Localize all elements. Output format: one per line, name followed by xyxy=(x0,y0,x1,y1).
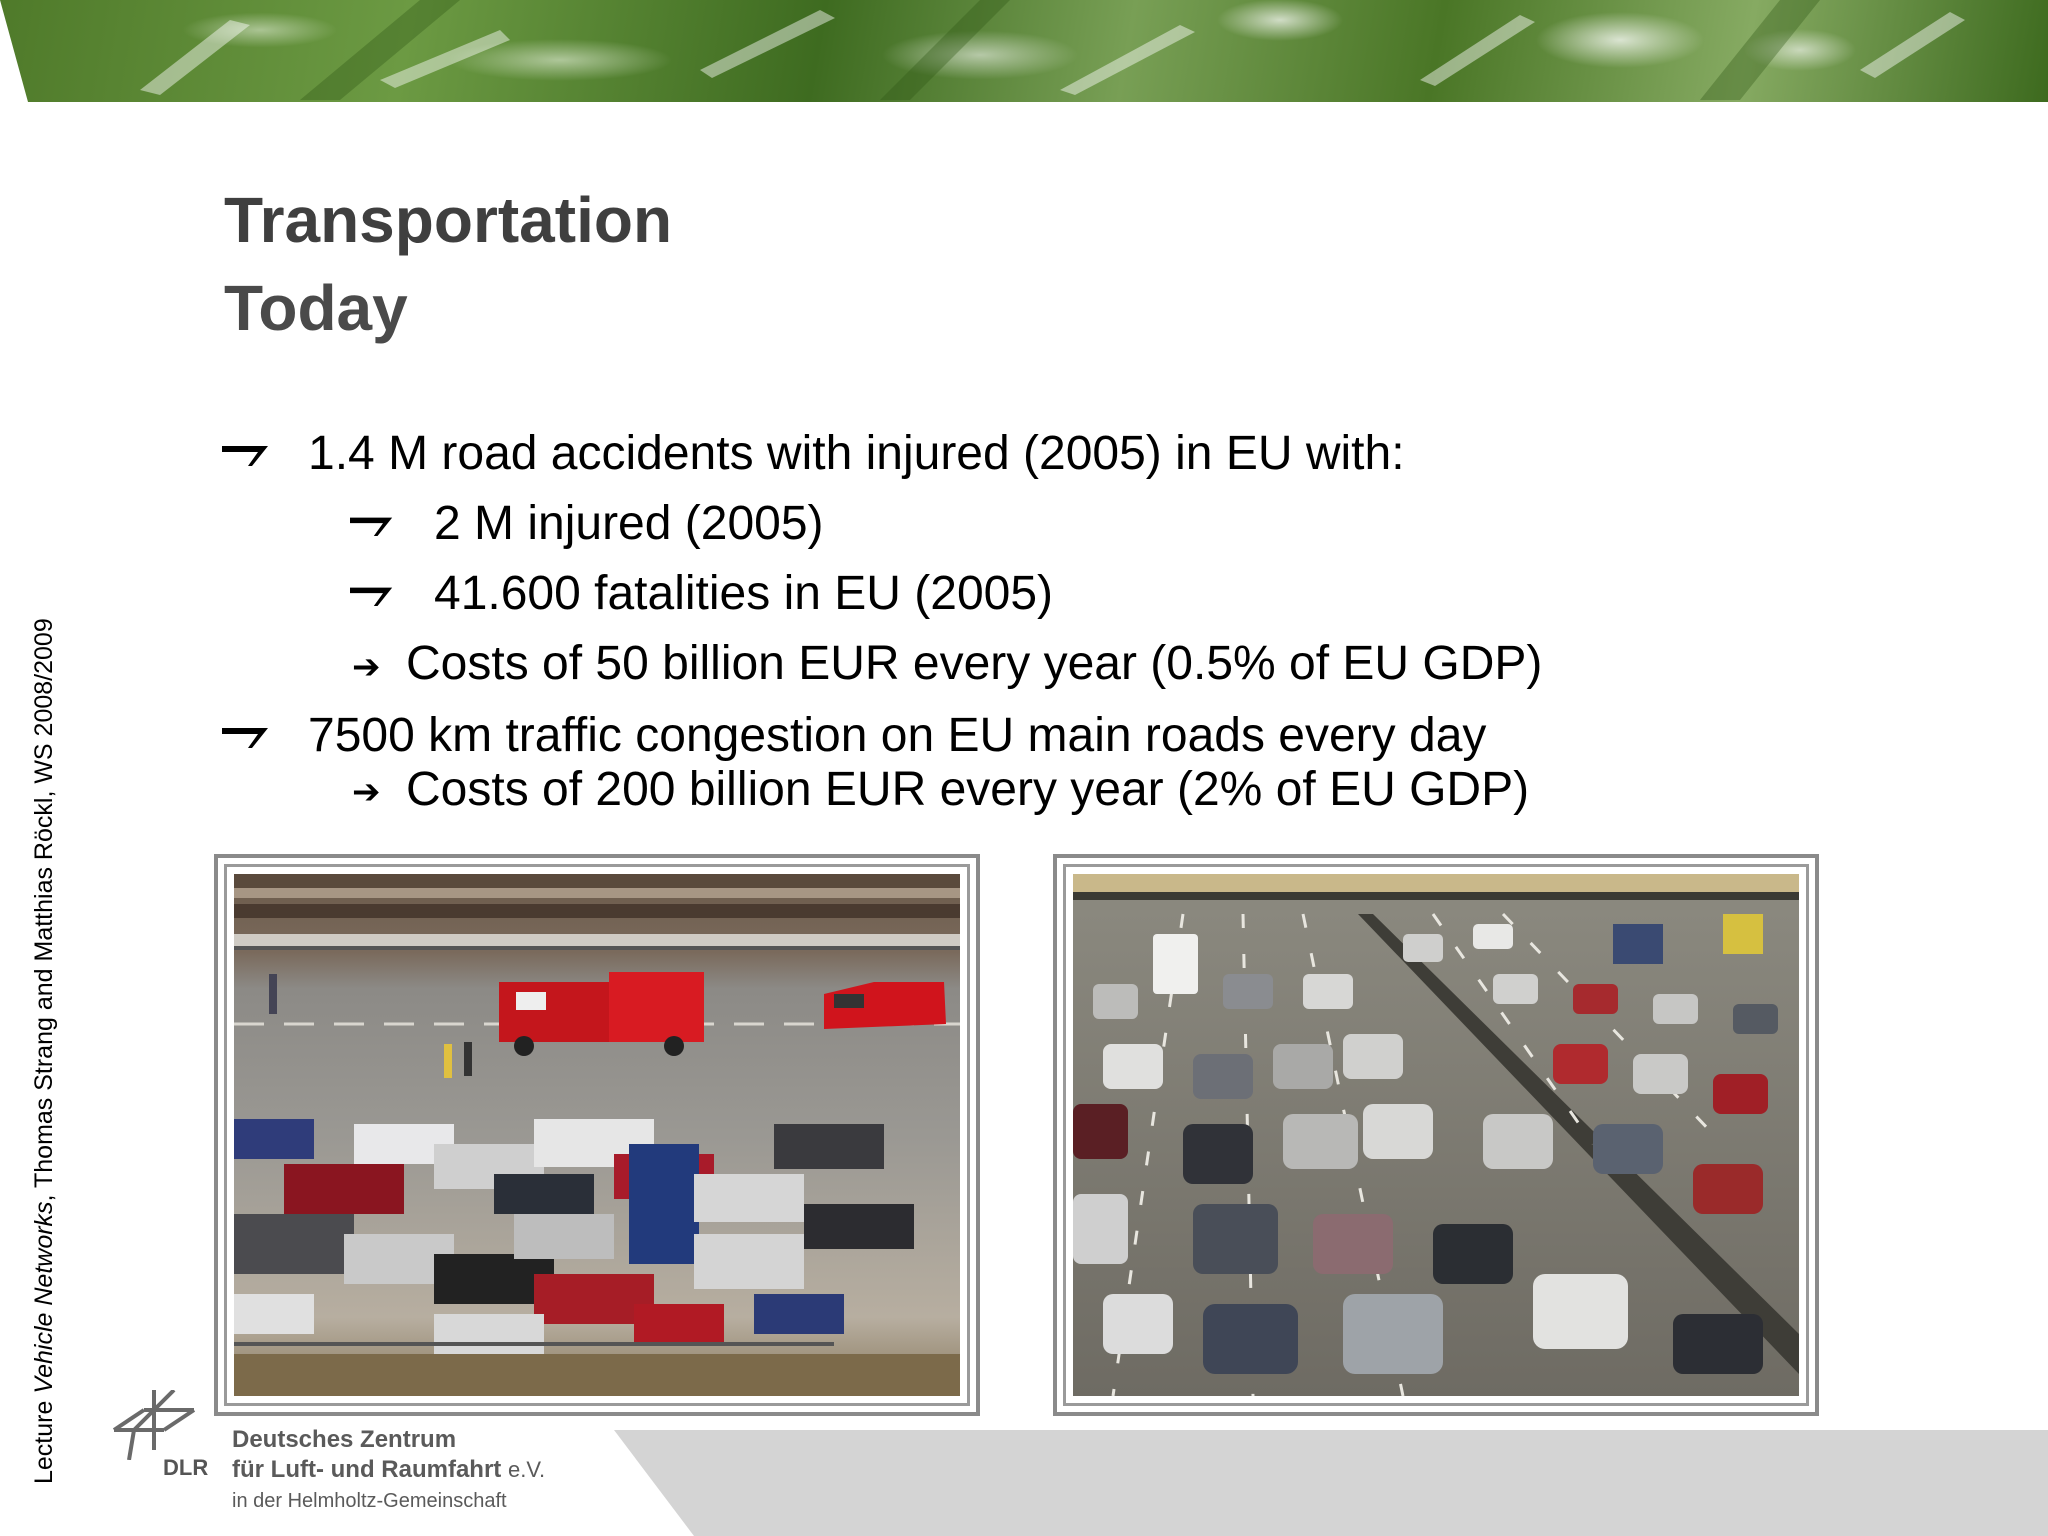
slide-subtitle: Today xyxy=(224,272,408,344)
bullet-arrow-icon xyxy=(222,440,270,468)
dlr-logo-text: DLR xyxy=(163,1455,209,1480)
photo-pileup xyxy=(214,854,980,1416)
org-name-line2: für Luft- und Raumfahrt e.V. xyxy=(232,1456,546,1483)
sub-bullet-arrow-icon xyxy=(350,512,394,538)
dlr-logo-icon xyxy=(104,1390,214,1460)
pileup-image xyxy=(234,874,960,1396)
org-name-line1: Deutsches Zentrum xyxy=(232,1426,457,1453)
bullet-arrow-icon xyxy=(222,722,270,750)
footer-band xyxy=(614,1430,2048,1536)
result-arrow-icon: ➔ xyxy=(352,772,381,812)
traffic-image xyxy=(1073,874,1799,1396)
slide-title: Transportation xyxy=(224,184,673,256)
org-affiliation: in der Helmholtz-Gemeinschaft xyxy=(232,1490,507,1512)
bullet-accidents: 1.4 M road accidents with injured (2005) in EU with: xyxy=(308,427,1405,480)
cost-accidents: Costs of 50 billion EUR every year (0.5% of EU GDP) xyxy=(406,637,1543,690)
sub-bullet-injured: 2 M injured (2005) xyxy=(434,497,824,550)
sub-bullet-fatalities: 41.600 fatalities in EU (2005) xyxy=(434,567,1054,620)
bullet-congestion: 7500 km traffic congestion on EU main roads every day xyxy=(308,709,1487,762)
banner-streaks xyxy=(0,0,2048,102)
cost-congestion: Costs of 200 billion EUR every year (2% of EU GDP) xyxy=(406,763,1530,816)
photo-traffic-jam xyxy=(1053,854,1819,1416)
result-arrow-icon: ➔ xyxy=(352,647,381,687)
lecture-caption: Lecture Vehicle Networks, Thomas Strang and Matthias Röckl, WS 2008/2009 xyxy=(30,618,58,1484)
sub-bullet-arrow-icon xyxy=(350,582,394,608)
